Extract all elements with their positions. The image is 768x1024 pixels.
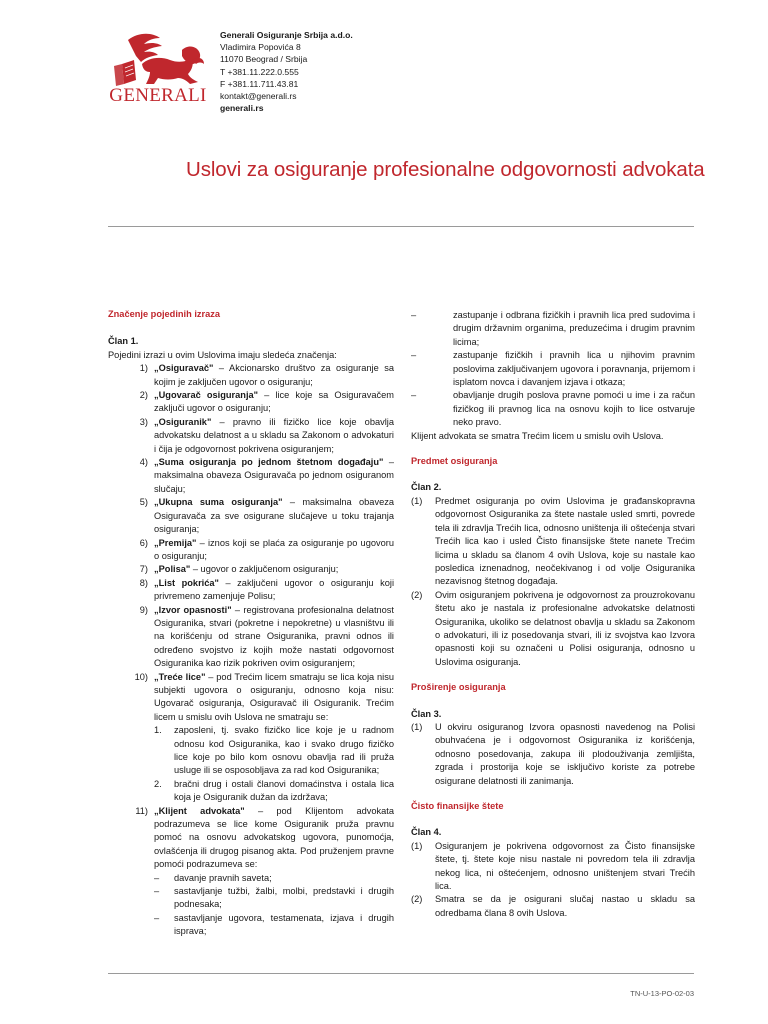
- list-item: 1) „Osiguravač" – Akcionarsko društvo za osiguranje sa kojim je zaključen ugovor o osiguranju;: [139, 363, 394, 387]
- dash-list-item: – obavljanje drugih poslova pravne pomoći u ime i za račun fizičkog ili pravnog lica na osnovu kojih to lice ostvaruje neko pravo.: [411, 390, 695, 428]
- list-item: 10) „Treće lice" – pod Trećim licem smatraju se lica koja nisu subjekti ugovora o osiguranju, odnosno koja nisu: Ugovarač osiguranja, Osiguravač ili Osiguranik. Trećim licem u smislu ovih Uslova ne smatraju se:: [134, 671, 394, 722]
- sub-list-item: 1. zaposleni, tj. svako fizičko lice koje je u radnom odnosu kod Osiguranika, kao i svako drugo fizičko lice koje po bilo kom osnovu obavlja rad ili pruža usluge ili se osposobljava za rad kod Osiguranika;: [154, 725, 394, 776]
- footer-divider: [108, 973, 694, 974]
- dash-list-item: – davanje pravnih saveta;: [154, 872, 272, 883]
- article-heading: Član 1.: [108, 336, 139, 347]
- defined-term: „Polisa": [154, 564, 191, 575]
- section-heading: Proširenje osiguranja: [411, 682, 506, 693]
- paragraph-item: (2) Smatra se da je osigurani slučaj nastao u skladu sa odredbama člana 8 ovih Uslova.: [411, 894, 695, 918]
- address-street: Vladimira Popovića 8: [220, 42, 301, 53]
- website-link[interactable]: generali.rs: [220, 103, 264, 114]
- list-item: 4) „Suma osiguranja po jednom štetnom događaju" – maksimalna obaveza Osiguravača po jednom osiguranom slučaju;: [139, 457, 394, 494]
- address-city: 11070 Beograd / Srbija: [220, 54, 308, 65]
- defined-term: „Ukupna suma osiguranja": [154, 497, 283, 508]
- list-item: 7) „Polisa" – ugovor o zaključenom osiguranju;: [139, 564, 339, 575]
- logo-wordmark: GENERALI: [109, 85, 207, 106]
- paragraph-item: (2) Ovim osiguranjem pokrivena je odgovornost za prouzrokovanu štetu ako je nastala iz profesionalne advokatske delatnosti Osiguranika, ukoliko se delatnost obavlja u skladu sa Zakonom o advokaturi, ili iz posedovanja stvari, ili iz svojstva kao Izvora opasnosti koji su označeni u Polisi osiguranja, odnosno u Uslovima osiguranja.: [411, 589, 695, 667]
- email-link[interactable]: kontakt@generali.rs: [220, 91, 297, 102]
- defined-term: „Treće lice": [154, 671, 206, 682]
- generali-logo: [108, 30, 208, 106]
- dash-list-item: – sastavljanje ugovora, testamenata, izjava i drugih isprava;: [154, 912, 394, 937]
- list-item: 3) „Osiguranik" – pravno ili fizičko lice koje obavlja advokatsku delatnost a u skladu sa Zakonom o advokaturi i čija je odgovornost pokrivena osiguranjem;: [139, 416, 394, 454]
- list-item: 6) „Premija" – iznos koji se plaća za osiguranje po ugovoru o osiguranju;: [139, 537, 394, 561]
- document-code: TN-U-13-PO-02-03: [630, 989, 694, 998]
- list-item: 2) „Ugovarač osiguranja" – lice koje sa Osiguravačem zaključi ugovor o osiguranju;: [139, 390, 395, 414]
- dash-list-item: – zastupanje i odbrana fizičkih i pravnih lica pred sudovima i drugim državnim organima, preduzećima i drugim pravnim licima;: [411, 310, 695, 347]
- defined-term: „Suma osiguranja po jednom štetnom događaju": [154, 457, 384, 468]
- defined-term: „Klijent advokata": [154, 805, 245, 816]
- sub-list-item: 2. bračni drug i ostali članovi domaćinstva i ostala lica koja je Osiguranik dužan da izdržava;: [154, 778, 394, 803]
- defined-term: „Osiguranik": [154, 416, 212, 427]
- fax-number: F +381.11.711.43.81: [220, 78, 299, 89]
- right-column: [411, 309, 695, 920]
- defined-term: „Izvor opasnosti": [154, 604, 232, 615]
- article-heading: Član 3.: [411, 708, 442, 719]
- phone-number: T +381.11.222.0.555: [220, 66, 299, 77]
- section-heading: Značenje pojedinih izraza: [108, 309, 221, 319]
- company-address-block: [220, 29, 353, 114]
- document-title: Uslovi za osiguranje profesionalne odgovornosti advokata: [186, 158, 705, 181]
- left-column: [108, 308, 394, 939]
- paragraph-item: (1) U okviru osiguranog Izvora opasnosti navedenog na Polisi obuhvaćena je i odgovornost Osiguranika iz korišćenja, odnosno posedovanja, zakupa ili plodouživanja zemljišta, zgrada i prostorija koje se isključivo koriste za potrebe osigurane delatnosti ili zanimanja.: [411, 721, 695, 786]
- defined-term: „Ugovarač osiguranja": [154, 390, 259, 401]
- lion-emblem-icon: [108, 30, 208, 88]
- paragraph-item: (1) Predmet osiguranja po ovim Uslovima je građanskopravna odgovornost Osiguranika za štete nastale usled smrti, povrede tela ili zdravlja Trećih lica, odnosno uništenja ili oštećenja stvari Trećih lica kao i usled Čisto finansijske štete nanete Trećim licima u skladu sa članom 4 ovih Uslova, koje su nastale kao posledica iznenadnog, neočekivanog i od volje Osiguranika nezavisnog štetnog događaja.: [411, 495, 695, 587]
- article-heading: Član 4.: [411, 827, 442, 838]
- client-note: Klijent advokata se smatra Trećim licem u smislu ovih Uslova.: [411, 430, 664, 441]
- company-name: Generali Osiguranje Srbija a.d.o.: [220, 30, 353, 40]
- defined-term: „Osiguravač": [154, 363, 214, 374]
- list-item: 8) „List pokrića" – zaključeni ugovor o osiguranju koji privremeno zamenjuje Polisu;: [139, 577, 394, 602]
- title-divider: [108, 226, 694, 227]
- list-item: 5) „Ukupna suma osiguranja" – maksimalna obaveza Osiguravača za sve osigurane slučajeve u toku trajanja osiguranja;: [139, 497, 394, 535]
- intro-text: Pojedini izrazi u ovim Uslovima imaju sledeća značenja:: [108, 349, 337, 360]
- paragraph-item: (1) Osiguranjem je pokrivena odgovornost za Čisto finansijske štete, tj. štete koje nisu nastale ni povredom tela ili zdravlja nekog lica, ni oštećenjem, odnosno uništenjem stvari Trećih lica.: [411, 840, 695, 892]
- dash-list-item: – sastavljanje tužbi, žalbi, molbi, predstavki i drugih podnesaka;: [154, 886, 394, 910]
- section-heading: Čisto finansijke štete: [411, 801, 504, 811]
- section-heading: Predmet osiguranja: [411, 456, 498, 467]
- article-heading: Član 2.: [411, 482, 442, 493]
- list-item: 11) „Klijent advokata" – pod Klijentom advokata podrazumeva se lice kome Osiguranik pruža pravnu pomoć na osnovu advokatskog ugovora, punomoćja, ovlašćenja ili drugog pisanog akta. Pod pruženjem pravne pomoći podrazumeva se:: [135, 805, 394, 870]
- defined-term: „List pokrića": [154, 577, 219, 588]
- defined-term: „Premija": [154, 537, 197, 548]
- dash-list-item: – zastupanje fizičkih i pravnih lica u njihovim pravnim poslovima zaključivanjem ugovora i poravnanja, prijemom i isplatom novca i davanjem izjava i otkaza;: [411, 350, 695, 388]
- list-item: 9) „Izvor opasnosti" – registrovana profesionalna delatnost Osiguranika, stvari (pokretne i nepokretne) u vlasništvu ili na korišćenju od strane Osiguranika, pravni odnos ili određeno svojstvo iz kojih može nastati odgovornost Osiguranika kao rizik pokriven ovim osiguranjem;: [139, 604, 394, 669]
